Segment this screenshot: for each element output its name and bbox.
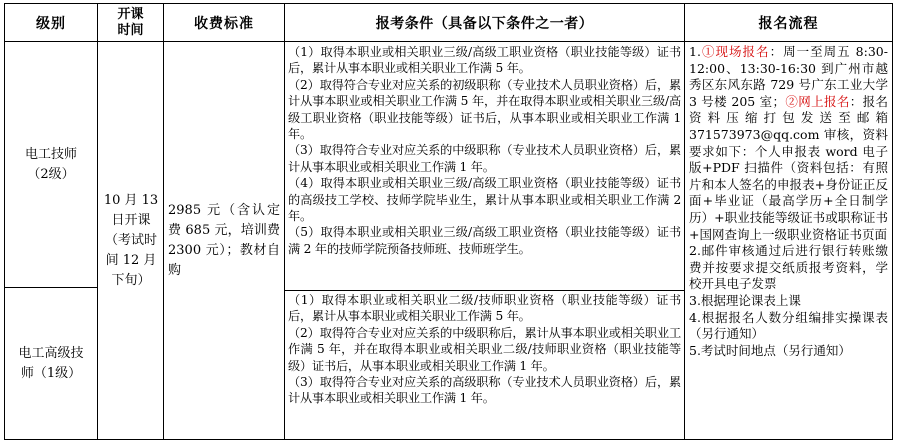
process-step-3: 3.根据理论课表上课	[689, 292, 801, 308]
registration-table	[4, 3, 893, 440]
step-number: 1.	[689, 44, 701, 59]
condition-item: （2）取得符合专业对应关系的初级职称（专业技术人员职业资格）后，累计从事本职业或相关职业工作满 5 年，并在取得本职业或相关职业三级/高级工职业资格（职业技能等级）证书后，从事本职业或相关职业工作满 1 年。	[288, 77, 681, 142]
process-step-4: 4.根据报名人数分组编排实操课表（另行通知）	[689, 309, 888, 342]
rule-bottom	[4, 439, 893, 440]
conditions-technician	[285, 43, 684, 289]
online-registration-text: ：报名资料压缩打包发送至邮箱 371573973@qq.com 审核，资料要求如下：个人申报表 word 电子版+PDF 扫描件（资料包括：有照片和本人签名的申报表+身份证正反面+毕业证（最高学历+全日制学历）+职业技能等级证书或职称证书+国网查询上一级职业资格证书页面	[689, 93, 888, 242]
level-technician: 电工技师（2级）	[24, 146, 77, 182]
level-senior-technician: 电工高级技师（1级）	[18, 345, 84, 381]
rule-col2	[163, 3, 164, 440]
rule-left	[4, 3, 5, 440]
online-registration-label: ②网上报名	[784, 93, 850, 109]
start-time-cell: 10 月 13 日开课（考试时间 12 月下旬）	[103, 192, 159, 288]
condition-item: （1）取得本职业或相关职业三级/高级工职业资格（职业技能等级）证书后，累计从事本职业或相关职业工作满 5 年。	[288, 45, 681, 76]
header-level: 级别	[36, 15, 66, 32]
fee-cell: 2985 元（含认定费 685 元，培训费 2300 元）；教材自购	[168, 202, 280, 278]
process-step-1	[689, 44, 888, 243]
rule-col1	[97, 3, 98, 440]
conditions-senior-technician	[285, 291, 684, 439]
condition-item: （5）取得本职业或相关职业三级/高级工职业资格（职业技能等级）证书满 2 年的技师学院预备技师班、技师班学生。	[288, 225, 681, 256]
condition-item: （4）取得本职业或相关职业三级/高级工职业资格（职业技能等级）证书的高级技工学校、技师学院毕业生，累计从事本职业或相关职业工作满 2 年。	[288, 176, 681, 224]
header-fee: 收费标准	[194, 15, 254, 32]
condition-item: （3）取得符合专业对应关系的高级职称（专业技术人员职业资格）后，累计从事本职业或相关职业工作满 1 年。	[288, 375, 681, 406]
process-cell	[685, 42, 892, 439]
onsite-registration-label: ①现场报名	[700, 44, 770, 59]
onsite-registration-text: ：周一至周五 8:30-12:00、13:30-16:30 到广州市越秀区东风东路 729 号广东工业大学 3 号楼 205 室；	[689, 44, 888, 109]
header-start-time: 开课 时间	[117, 6, 144, 38]
condition-item: （3）取得符合专业对应关系的中级职称（专业技术人员职业资格）后，累计从事本职业或相关职业工作满 1 年。	[288, 143, 681, 174]
rule-right	[892, 3, 893, 440]
header-conditions: 报考条件（具备以下条件之一者）	[375, 15, 594, 32]
process-step-2: 2.邮件审核通过后进行银行转账缴费并按要求提交纸质报考资料，学校开具电子发票	[689, 243, 888, 292]
condition-item: （2）取得符合专业对应关系的中级职称后，累计从事本职业或相关职业工作满 5 年，并在取得本职业或相关职业二级/技师职业资格（职业技能等级）证书后，从事本职业或相关职业工作满 1 年。	[288, 325, 681, 373]
process-step-5: 5.考试时间地点（另行通知）	[689, 342, 851, 358]
condition-item: （1）取得本职业或相关职业二级/技师职业资格（职业技能等级）证书后，累计从事本职业或相关职业工作满 5 年。	[288, 293, 681, 324]
header-process: 报名流程	[758, 15, 819, 32]
